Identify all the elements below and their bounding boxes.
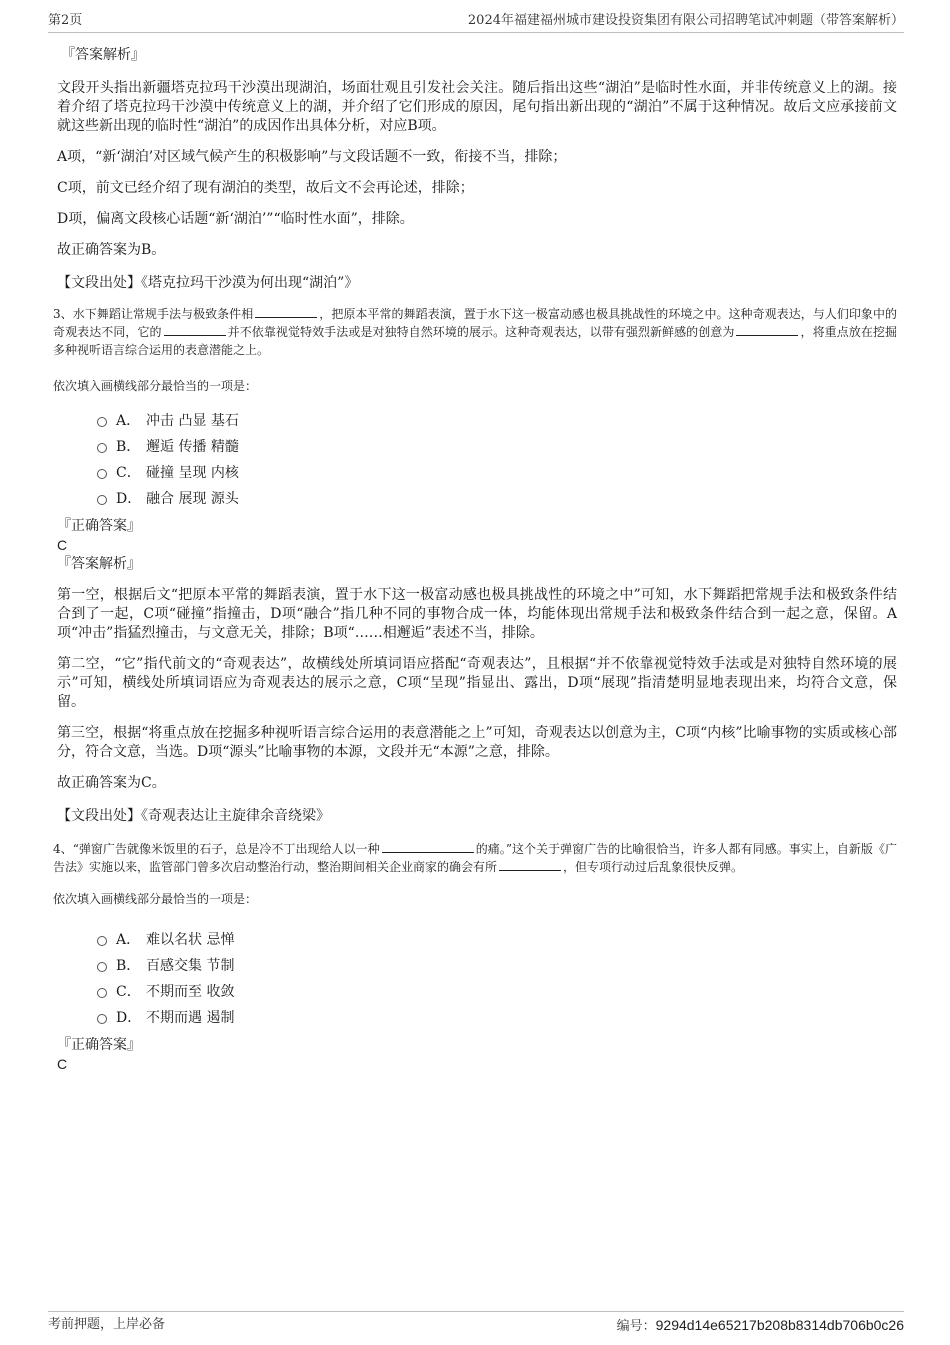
q3-conclusion: 故正确答案为C。	[57, 775, 166, 791]
q3-prompt: 依次填入画横线部分最恰当的一项是：	[53, 379, 258, 393]
option-letter: C．	[116, 465, 141, 481]
q2-analysis-option-c: C项，前文已经介绍了现有湖泊的类型，故后文不会再论述，排除；	[57, 180, 474, 196]
q3-analysis-label: 『答案解析』	[57, 556, 141, 572]
q3-stem-part3: 并不依靠视觉特效手法或是对独特自然环境的展示。这种奇观表达，以带有强烈新鲜感的创意为	[227, 325, 735, 339]
q2-analysis-option-a: A项，“新‘湖泊’对区域气候产生的积极影响”与文段话题不一致，衔接不当，排除；	[57, 149, 567, 165]
radio-icon[interactable]	[97, 962, 107, 972]
radio-icon[interactable]	[97, 1014, 107, 1024]
option-letter: A．	[116, 932, 141, 948]
q4-stem-part2: 的痛。”这个关于弹窗广告的比喻很恰当，许多人都有同感。事实上，自新版《广告法》实施以来，监管部门曾多次启动整治行动，整治期间相关企业商家的确会有所	[53, 842, 897, 874]
option-letter: A．	[116, 413, 141, 429]
q4-prompt: 依次填入画横线部分最恰当的一项是：	[53, 892, 258, 906]
q3-stem	[53, 305, 897, 359]
q4-answer-label: 『正确答案』	[57, 1037, 141, 1053]
page-number: 第2页	[48, 13, 83, 28]
q3-source: 【文段出处】《奇观表达让主旋律余音绕梁》	[57, 808, 330, 824]
option-letter: D．	[116, 1010, 142, 1026]
q3-stem-part1: 3、水下舞蹈让常规手法与极致条件相	[53, 307, 254, 321]
q4-answer: C	[57, 1056, 68, 1072]
q2-analysis-paragraph: 文段开头指出新疆塔克拉玛干沙漠出现湖泊，场面壮观且引发社会关注。随后指出这些“湖泊”是临时性水面，并非传统意义上的湖。接着介绍了塔克拉玛干沙漠中传统意义上的湖，并介绍了它们形成的原因，尾句指出新出现的“湖泊”不属于这种情况。故后文应承接前文就这些新出现的临时性“湖泊”的成因作出具体分析，对应B项。	[57, 80, 897, 134]
radio-icon[interactable]	[97, 443, 107, 453]
option-letter: D．	[116, 491, 142, 507]
q3-option-d[interactable]	[97, 485, 897, 511]
q4-option-c[interactable]	[97, 978, 897, 1004]
q4-option-b[interactable]	[97, 952, 897, 978]
q2-source: 【文段出处】《塔克拉玛干沙漠为何出现“湖泊”》	[57, 275, 359, 291]
option-letter: C．	[116, 984, 141, 1000]
q3-stem-part2: ，把原本平常的舞蹈表演，置于水下这一极富动感也极具挑战性的环境之中。这种奇观表达，与人们印象中的奇观表达不同，它的	[53, 307, 897, 339]
option-letter: B．	[116, 439, 141, 455]
q3-analysis-blank1: 第一空，根据后文“把原本平常的舞蹈表演，置于水下这一极富动感也极具挑战性的环境之中”可知，水下舞蹈把常规手法和极致条件结合到了一起，C项“碰撞”指撞击，D项“融合”指几种不同的事物合成一体，均能体现出常规手法和极致条件结合到一起之意，保留。A项“冲击”指猛烈撞击，与文意无关，排除；B项“……相邂逅”表述不当，排除。	[57, 587, 897, 641]
q4-option-a[interactable]	[97, 926, 897, 952]
code-label: 编号：	[616, 1319, 656, 1334]
page-content	[53, 46, 897, 1074]
q4-stem-part1: 4、“弹窗广告就像米饭里的石子，总是冷不丁出现给人以一种	[53, 842, 380, 856]
q3-blank-3	[736, 323, 798, 336]
q3-option-c[interactable]	[97, 459, 897, 485]
q3-analysis-blank3: 第三空，根据“将重点放在挖掘多种视听语言综合运用的表意潜能之上”可知，奇观表达以创意为主，C项“内核”比喻事物的实质或核心部分，符合文意，当选。D项“源头”比喻事物的本源，文段并无“本源”之意，排除。	[57, 725, 897, 760]
document-code	[617, 1316, 904, 1336]
footer-slogan: 考前押题，上岸必备	[48, 1317, 166, 1332]
option-text: 邂逅 传播 精髓	[146, 439, 239, 455]
q3-analysis-blank2: 第二空，“它”指代前文的“奇观表达”，故横线处所填词语应搭配“奇观表达”，且根据“并不依靠视觉特效手法或是对独特自然环境的展示”可知，横线处所填词语应为奇观表达的展示之意，C项“呈现”指显出、露出，D项“展现”指清楚明显地表现出来，均符合文意，保留。	[57, 656, 897, 710]
q3-option-a[interactable]	[97, 407, 897, 433]
q3-answer-label: 『正确答案』	[57, 518, 141, 534]
q3-blank-2	[164, 323, 226, 336]
option-text: 不期而至 收敛	[146, 984, 235, 1000]
option-text: 冲击 凸显 基石	[146, 413, 239, 429]
option-text: 难以名状 忌惮	[146, 932, 235, 948]
code-value: 9294d14e65217b208b8314db706b0c26	[655, 1317, 904, 1333]
option-text: 碰撞 呈现 内核	[146, 465, 239, 481]
option-text: 融合 展现 源头	[146, 491, 239, 507]
q2-conclusion: 故正确答案为B。	[57, 242, 166, 258]
radio-icon[interactable]	[97, 417, 107, 427]
option-text: 不期而遇 遏制	[146, 1010, 235, 1026]
q4-blank-2	[499, 858, 561, 871]
q3-option-b[interactable]	[97, 433, 897, 459]
q4-blank-1	[382, 840, 474, 853]
q4-stem	[53, 840, 897, 876]
option-letter: B．	[116, 958, 141, 974]
q2-analysis-option-d: D项，偏离文段核心话题“新‘湖泊’”“临时性水面”，排除。	[57, 211, 414, 227]
q4-stem-part3: ，但专项行动过后乱象很快反弹。	[563, 860, 744, 874]
radio-icon[interactable]	[97, 495, 107, 505]
q3-blank-1	[255, 305, 317, 318]
q3-stem-part4: ，将重点放在挖掘多种视听语言综合运用的表意潜能之上。	[53, 325, 897, 357]
radio-icon[interactable]	[97, 988, 107, 998]
radio-icon[interactable]	[97, 936, 107, 946]
q3-answer: C	[57, 537, 68, 553]
page-header	[48, 12, 904, 33]
q4-option-d[interactable]	[97, 1004, 897, 1030]
radio-icon[interactable]	[97, 469, 107, 479]
page-footer	[48, 1311, 904, 1336]
document-title: 2024年福建福州城市建设投资集团有限公司招聘笔试冲刺题（带答案解析）	[467, 13, 904, 28]
option-text: 百感交集 节制	[146, 958, 235, 974]
q2-analysis-label: 『答案解析』	[61, 47, 145, 63]
q4-options	[97, 926, 897, 1030]
q3-options	[97, 407, 897, 511]
